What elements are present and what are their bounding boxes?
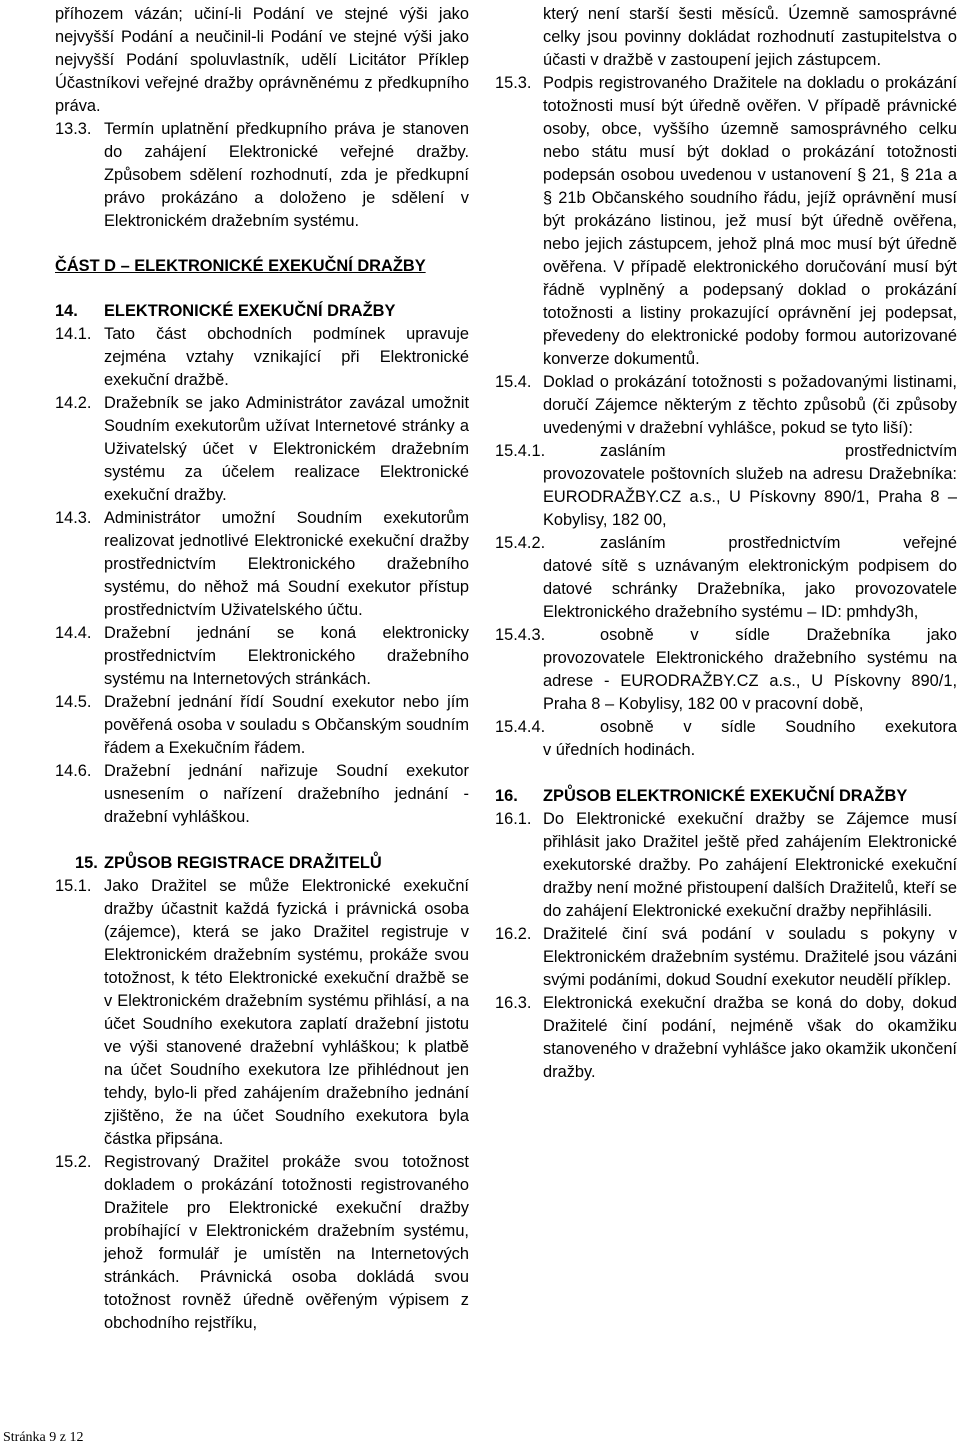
clause-text: Tato část obchodních podmínek upravuje zejména vztahy vznikající při Elektronické exekuční dražbě.	[104, 325, 469, 389]
clause-text: Dražitelé činí svá podání v souladu s pokyny v Elektronickém dražebním systému. Dražitelé jsou vázáni svými podáními, dokud Soudní exekutor neudělí příklep.	[543, 925, 957, 989]
clause-16-3	[495, 992, 957, 1084]
clause-number: 14.3.	[55, 509, 92, 527]
section-heading-16	[495, 785, 957, 808]
clause-number: 14.2.	[55, 394, 92, 412]
clause-number: 15.1.	[55, 877, 92, 895]
clause-number: 14.1.	[55, 325, 92, 343]
clause-number: 13.3.	[55, 120, 92, 138]
clause-first-line: zasláním prostřednictvím	[600, 442, 957, 460]
clause-number: 15.4.4.	[495, 718, 546, 736]
clause-15-1	[55, 875, 469, 1151]
paragraph-continuation: příhozem vázán; učiní-li Podání ve stejné výši jako nejvyšší Podání a neučinil-li Podání ve stejné výši jako nejvyšší Podání spoluvlastník, udělí Licitátor Příklep Účastníkovi veřejné dražby oprávněnému z předkupního práva.	[55, 5, 469, 115]
clause-15-4	[495, 371, 957, 440]
page-number-footer: Stránka 9 z 12	[3, 1430, 84, 1445]
clause-14-4	[55, 622, 469, 691]
clause-first-line: osobně v sídle Dražebníka jako	[600, 626, 957, 644]
clause-text: Elektronická exekuční dražba se koná do doby, dokud Dražitelé činí podání, nejméně však do okamžiku stanoveného v dražební vyhlášce jako okamžik ukončení dražby.	[543, 994, 957, 1081]
section-number: 16.	[495, 787, 518, 805]
section-number: 15.	[75, 854, 98, 872]
clause-text: Registrovaný Dražitel prokáže svou totožnost dokladem o prokázání totožnosti registrovaného Dražitele pro Elektronické exekuční dražby probíhající v Elektronickém dražebním systému, jehož formulář je umístěn na Internetových stránkách. Právnická osoba dokládá svou totožnost rovněž úředně ověřeným výpisem z obchodního rejstříku,	[104, 1153, 469, 1332]
clause-text: Dražebník se jako Administrátor zavázal umožnit Soudním exekutorům užívat Internetové stránky a Uživatelský účet v Elektronickém dražebním systému za účelem realizace Elektronické exekuční dražby.	[104, 394, 469, 504]
clause-text: Termín uplatnění předkupního práva je stanoven do zahájení Elektronické veřejné dražby. Způsobem sdělení rozhodnutí, zda je předkupní právo prokázáno a doloženo je sdělení v Elektronickém dražebním systému.	[104, 120, 469, 230]
clause-number: 15.3.	[495, 74, 532, 92]
clause-number: 16.1.	[495, 810, 532, 828]
part-heading: ČÁST D – ELEKTRONICKÉ EXEKUČNÍ DRAŽBY	[55, 257, 426, 275]
section-title: ELEKTRONICKÉ EXEKUČNÍ DRAŽBY	[104, 302, 396, 320]
clause-15-4-1	[495, 440, 957, 463]
section-title: ZPŮSOB ELEKTRONICKÉ EXEKUČNÍ DRAŽBY	[543, 787, 908, 805]
clause-text: provozovatele Elektronického dražebního systému na adrese - EURODRAŽBY.CZ a.s., U Pískovny 890/1, Praha 8 – Kobylisy, 182 00 v pracovní době,	[543, 649, 957, 713]
clause-first-line: osobně v sídle Soudního exekutora	[600, 718, 957, 736]
clause-15-4-3	[495, 624, 957, 647]
clause-text: provozovatele poštovních služeb na adresu Dražebníka: EURODRAŽBY.CZ a.s., U Pískovny 890/1, Praha 8 – Kobylisy, 182 00,	[543, 465, 957, 529]
section-title: ZPŮSOB REGISTRACE DRAŽITELŮ	[104, 854, 382, 872]
clause-number: 16.2.	[495, 925, 532, 943]
clause-15-3	[495, 72, 957, 371]
clause-number: 14.4.	[55, 624, 92, 642]
clause-number: 15.4.2.	[495, 534, 546, 552]
clause-16-1	[495, 808, 957, 923]
clause-text: v úředních hodinách.	[543, 741, 696, 759]
clause-number: 15.4.1.	[495, 442, 546, 460]
clause-number: 14.5.	[55, 693, 92, 711]
clause-text: Do Elektronické exekuční dražby se Zájemce musí přihlásit jako Dražitel ještě před zahájením Elektronické exekutorské dražby. Po zahájení Elektronické exekuční dražby není možné přistoupení dalších Dražitelů, kteří se do zahájení Elektronické exekuční dražby nepřihlásili.	[543, 810, 957, 920]
clause-text: Doklad o prokázání totožnosti s požadovanými listinami, doručí Zájemce některým z těchto způsobů (či způsoby uvedenými v dražební vyhlášce, pokud se tyto liší):	[543, 373, 957, 437]
clause-number: 15.4.	[495, 373, 532, 391]
clause-13-3	[55, 118, 469, 233]
section-number: 14.	[55, 302, 78, 320]
clause-14-2	[55, 392, 469, 507]
paragraph-continuation: který není starší šesti měsíců. Územně samosprávné celky jsou povinny dokládat rozhodnutí zastupitelstva o účasti v dražbě v zastoupení jejich zástupcem.	[543, 5, 957, 69]
clause-text: Administrátor umožní Soudním exekutorům realizovat jednotlivé Elektronické exekuční dražby prostřednictvím Elektronického dražebního systému, do něhož má Soudní exekutor přístup prostřednictvím Uživatelského účtu.	[104, 509, 469, 619]
clause-first-line: zasláním prostřednictvím veřejné	[600, 534, 957, 552]
clause-text: datové sítě s uznávaným elektronickým podpisem do datové schránky Dražebníka, jako provozovatele Elektronického dražebního systému – ID: pmhdy3h,	[543, 557, 957, 621]
left-column	[55, 3, 469, 1335]
clause-text: Dražební jednání nařizuje Soudní exekutor usnesením o nařízení dražebního jednání - dražební vyhláškou.	[104, 762, 469, 826]
clause-text: Dražební jednání řídí Soudní exekutor nebo jím pověřená osoba v souladu s Občanským soudním řádem a Exekučním řádem.	[104, 693, 469, 757]
clause-number: 16.3.	[495, 994, 532, 1012]
clause-15-4-2	[495, 532, 957, 555]
right-column	[495, 3, 957, 1084]
clause-14-5	[55, 691, 469, 760]
clause-15-4-4	[495, 716, 957, 739]
clause-number: 14.6.	[55, 762, 92, 780]
clause-14-1	[55, 323, 469, 392]
clause-16-2	[495, 923, 957, 992]
clause-15-2	[55, 1151, 469, 1335]
clause-number: 15.4.3.	[495, 626, 546, 644]
clause-number: 15.2.	[55, 1153, 92, 1171]
section-heading-14	[55, 300, 469, 323]
clause-text: Podpis registrovaného Dražitele na dokladu o prokázání totožnosti musí být úředně ověřen. V případě právnické osoby, obce, vyššího územně samosprávného celku nebo státu musí být doklad o prokázání totožnosti podepsán osobou uvedenou v ustanovení § 21, § 21a a § 21b Občanského soudního řádu, jejíž oprávnění musí být prokázáno listinou, jež musí být úředně ověřena, nebo jejich zástupcem, jehož plná moc musí být úředně ověřena. V případě elektronického doručování musí být řádně vyplněný a podepsaný doklad o prokázání totožnosti a listiny prokazující oprávnění jej podepsat, převedeny do elektronické podoby formou autorizované konverze dokumentů.	[543, 74, 957, 368]
clause-text: Dražební jednání se koná elektronicky prostřednictvím Elektronického dražebního systému na Internetových stránkách.	[104, 624, 469, 688]
clause-14-3	[55, 507, 469, 622]
section-heading-15	[75, 852, 469, 875]
clause-14-6	[55, 760, 469, 829]
clause-text: Jako Dražitel se může Elektronické exekuční dražby účastnit každá fyzická i právnická osoba (zájemce), která se jako Dražitel registruje v Elektronickém dražebním systému, prokáže svou totožnost, k této Elektronické exekuční dražbě se v Elektronickém dražebním systému přihlásí, a na účet Soudního exekutora zaplatí dražební jistotu ve výši stanovené dražební vyhláškou; k platbě na účet Soudního exekutora lze přihlédnout jen tehdy, bylo-li před zahájením dražebního jednání zjištěno, že na účet Soudního exekutora byla částka připsána.	[104, 877, 469, 1148]
